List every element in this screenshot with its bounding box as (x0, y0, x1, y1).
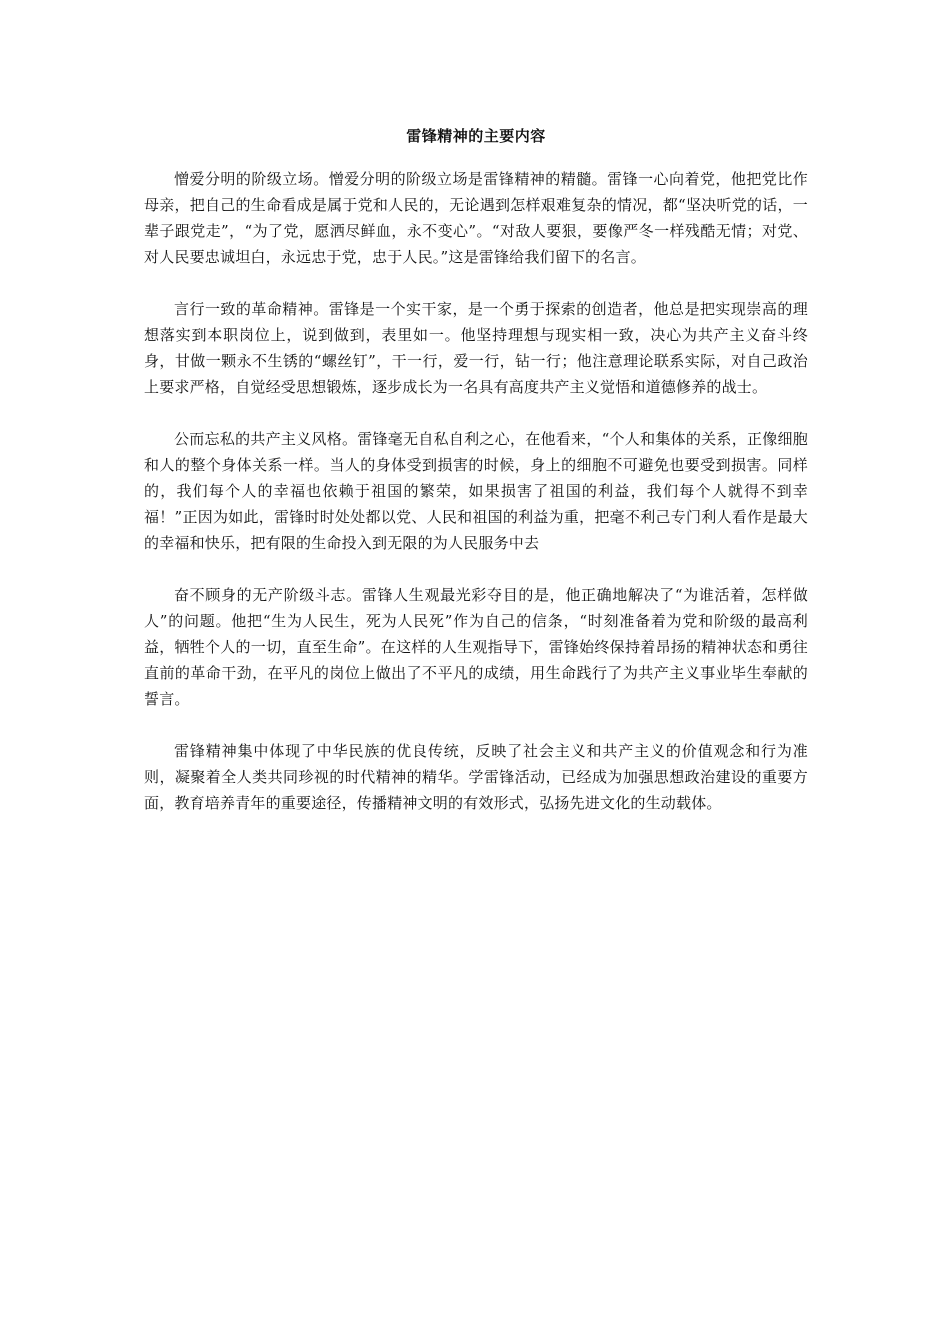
paragraph-revolutionary-spirit: 言行一致的革命精神。雷锋是一个实干家，是一个勇于探索的创造者，他总是把实现崇高的理想落实到本职岗位上，说到做到，表里如一。他坚持理想与现实相一致，决心为共产主义奋斗终身，甘做一颗永不生锈的“螺丝钉”，干一行，爱一行，钻一行；他注意理论联系实际，对自己政治上要求严格，自觉经受思想锻炼，逐步成长为一名具有高度共产主义觉悟和道德修养的战士。 (144, 300, 808, 396)
paragraph-fighting-will: 奋不顾身的无产阶级斗志。雷锋人生观最光彩夺目的是，他正确地解决了“为谁活着，怎样做人”的问题。他把“生为人民生，死为人民死”作为自己的信条，“时刻准备着为党和阶级的最高利益，牺牲个人的一切，直至生命”。在这样的人生观指导下，雷锋始终保持着昂扬的精神状态和勇往直前的革命干劲，在平凡的岗位上做出了不平凡的成绩，用生命践行了为共产主义事业毕生奉献的誓言。 (144, 586, 808, 708)
document-title: 雷锋精神的主要内容 (406, 127, 546, 145)
paragraph-class-stand: 憎爱分明的阶级立场。憎爱分明的阶级立场是雷锋精神的精髓。雷锋一心向着党，他把党比作母亲，把自己的生命看成是属于党和人民的，无论遇到怎样艰难复杂的情况，都“坚决听党的话，一辈子跟党走”，“为了党，愿洒尽鲜血，永不变心”。“对敌人要狠，要像严冬一样残酷无情；对党、对人民要忠诚坦白，永远忠于党，忠于人民。”这是雷锋给我们留下的名言。 (144, 170, 808, 266)
paragraph-selfless-style: 公而忘私的共产主义风格。雷锋毫无自私自利之心，在他看来，“个人和集体的关系，正像细胞和人的整个身体关系一样。当人的身体受到损害的时候，身上的细胞不可避免也要受到损害。同样的，我们每个人的幸福也依赖于祖国的繁荣，如果损害了祖国的利益，我们每个人就得不到幸福！”正因为如此，雷锋时时处处都以党、人民和祖国的利益为重，把毫不利己专门利人看作是最大的幸福和快乐，把有限的生命投入到无限的为人民服务中去 (144, 430, 808, 552)
paragraph-summary: 雷锋精神集中体现了中华民族的优良传统，反映了社会主义和共产主义的价值观念和行为准则，凝聚着全人类共同珍视的时代精神的精华。学雷锋活动，已经成为加强思想政治建设的重要方面，教育培养青年的重要途径，传播精神文明的有效形式，弘扬先进文化的生动载体。 (144, 742, 808, 812)
document-body (144, 124, 808, 842)
